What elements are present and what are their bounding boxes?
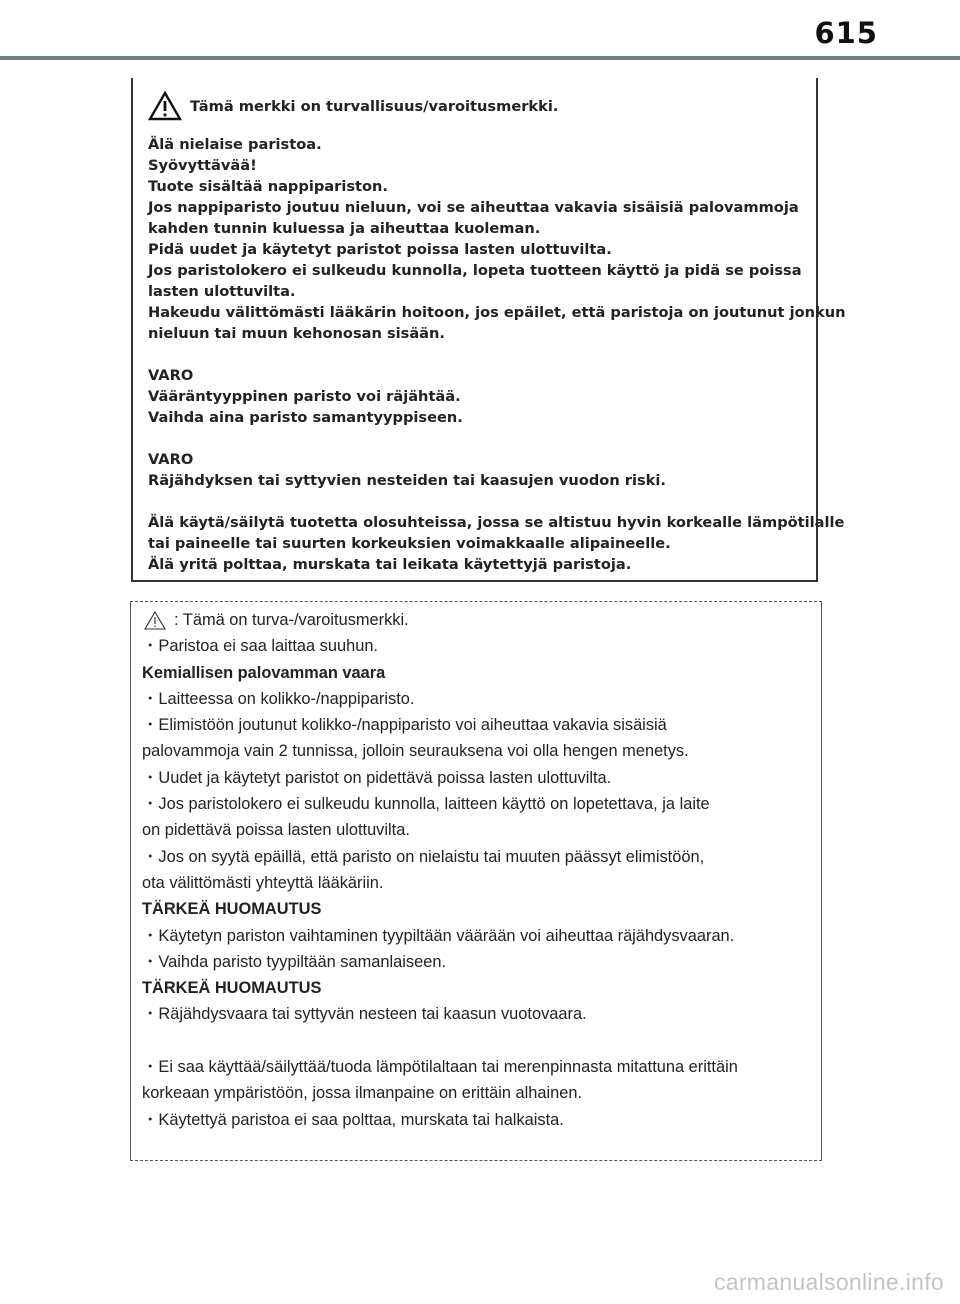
translation-line: ・Käytettyä paristoa ei saa polttaa, murskata tai halkaista. — [142, 1110, 564, 1129]
translation-line: ・Uudet ja käytetyt paristot on pidettävä poissa lasten ulottuvilta. — [142, 768, 612, 787]
label-line: Vääräntyyppinen paristo voi räjähtää. — [148, 388, 461, 405]
translation-line: ・Elimistöön joutunut kolikko-/nappiparisto voi aiheuttaa vakavia sisäisiä — [142, 716, 667, 735]
translation-line: palovammoja vain 2 tunnissa, jolloin seurauksena voi olla hengen menetys. — [142, 742, 689, 761]
warning-triangle-icon — [148, 91, 182, 121]
label-paragraph-swallow — [148, 134, 846, 344]
translation-heading: TÄRKEÄ HUOMAUTUS — [142, 900, 322, 919]
battery-warning-label — [131, 78, 846, 582]
translation-heading: TÄRKEÄ HUOMAUTUS — [142, 979, 322, 998]
label-warning-header — [148, 90, 806, 122]
label-line: Pidä uudet ja käytetyt paristot poissa lasten ulottuvilta. — [148, 241, 612, 258]
label-paragraph-environment — [148, 512, 845, 575]
label-line: VARO — [148, 451, 194, 468]
label-line: Vaihda aina paristo samantyyppiseen. — [148, 409, 463, 426]
label-line: Älä käytä/säilytä tuotetta olosuhteissa, jossa se altistuu hyvin korkealle lämpötilalle — [148, 514, 845, 531]
watermark: carmanualsonline.info — [713, 1269, 944, 1295]
translation-line: ・Räjähdysvaara tai syttyvän nesteen tai kaasun vuotovaara. — [142, 1005, 587, 1024]
translation-line: ・Käytetyn pariston vaihtaminen tyypiltään väärään voi aiheuttaa räjähdysvaaran. — [142, 926, 735, 945]
translation-line: korkeaan ympäristöön, jossa ilmanpaine on erittäin alhainen. — [142, 1084, 583, 1103]
label-line: Tuote sisältää nappipariston. — [148, 178, 388, 195]
translation-warning-header — [142, 607, 815, 633]
translation-line: on pidettävä poissa lasten ulottuvilta. — [142, 821, 410, 840]
translation-line: ・Laitteessa on kolikko-/nappiparisto. — [142, 689, 415, 708]
label-line: Jos nappiparisto joutuu nieluun, voi se aiheuttaa vakavia sisäisiä palovammoja — [148, 199, 799, 216]
label-line: tai paineelle tai suurten korkeuksien voimakkaalle alipaineelle. — [148, 535, 671, 552]
translation-line: ・Paristoa ei saa laittaa suuhun. — [142, 637, 378, 656]
label-line: nieluun tai muun kehonosan sisään. — [148, 325, 445, 342]
header-rule — [0, 56, 960, 60]
label-paragraph-caution-explosion — [148, 449, 806, 491]
label-line: Älä yritä polttaa, murskata tai leikata käytettyjä paristoja. — [148, 556, 632, 573]
translation-box — [130, 601, 822, 1161]
label-line: Jos paristolokero ei sulkeudu kunnolla, lopeta tuotteen käyttö ja pidä se poissa — [148, 262, 802, 279]
label-content — [148, 90, 846, 575]
label-line: Hakeudu välittömästi lääkärin hoitoon, jos epäilet, että paristoja on joutunut jonkun — [148, 304, 846, 321]
page-number: 615 — [814, 16, 878, 50]
translation-line: ota välittömästi yhteyttä lääkäriin. — [142, 873, 384, 892]
translation-header-text: : Tämä on turva-/varoitusmerkki. — [174, 611, 409, 629]
translation-line: ・Ei saa käyttää/säilyttää/tuoda lämpötilaltaan tai merenpinnasta mitattuna erittäin — [142, 1058, 738, 1077]
label-line: lasten ulottuvilta. — [148, 283, 296, 300]
label-line: Syövyttävää! — [148, 157, 257, 174]
label-paragraph-caution-type — [148, 365, 806, 428]
label-line: kahden tunnin kuluessa ja aiheuttaa kuoleman. — [148, 220, 541, 237]
translation-line: ・Jos paristolokero ei sulkeudu kunnolla, laitteen käyttö on lopetettava, ja laite — [142, 795, 710, 814]
label-line: Räjähdyksen tai syttyvien nesteiden tai kaasujen vuodon riski. — [148, 472, 666, 489]
translation-heading: Kemiallisen palovamman vaara — [142, 663, 386, 682]
translation-content — [142, 607, 815, 1133]
label-line: VARO — [148, 367, 194, 384]
warning-triangle-icon — [144, 611, 166, 630]
label-header-text: Tämä merkki on turvallisuus/varoitusmerkki. — [190, 97, 559, 115]
translation-line: ・Jos on syytä epäillä, että paristo on nielaistu tai muuten päässyt elimistöön, — [142, 847, 705, 866]
translation-line: ・Vaihda paristo tyypiltään samanlaiseen. — [142, 952, 447, 971]
label-line: Älä nielaise paristoa. — [148, 136, 322, 153]
